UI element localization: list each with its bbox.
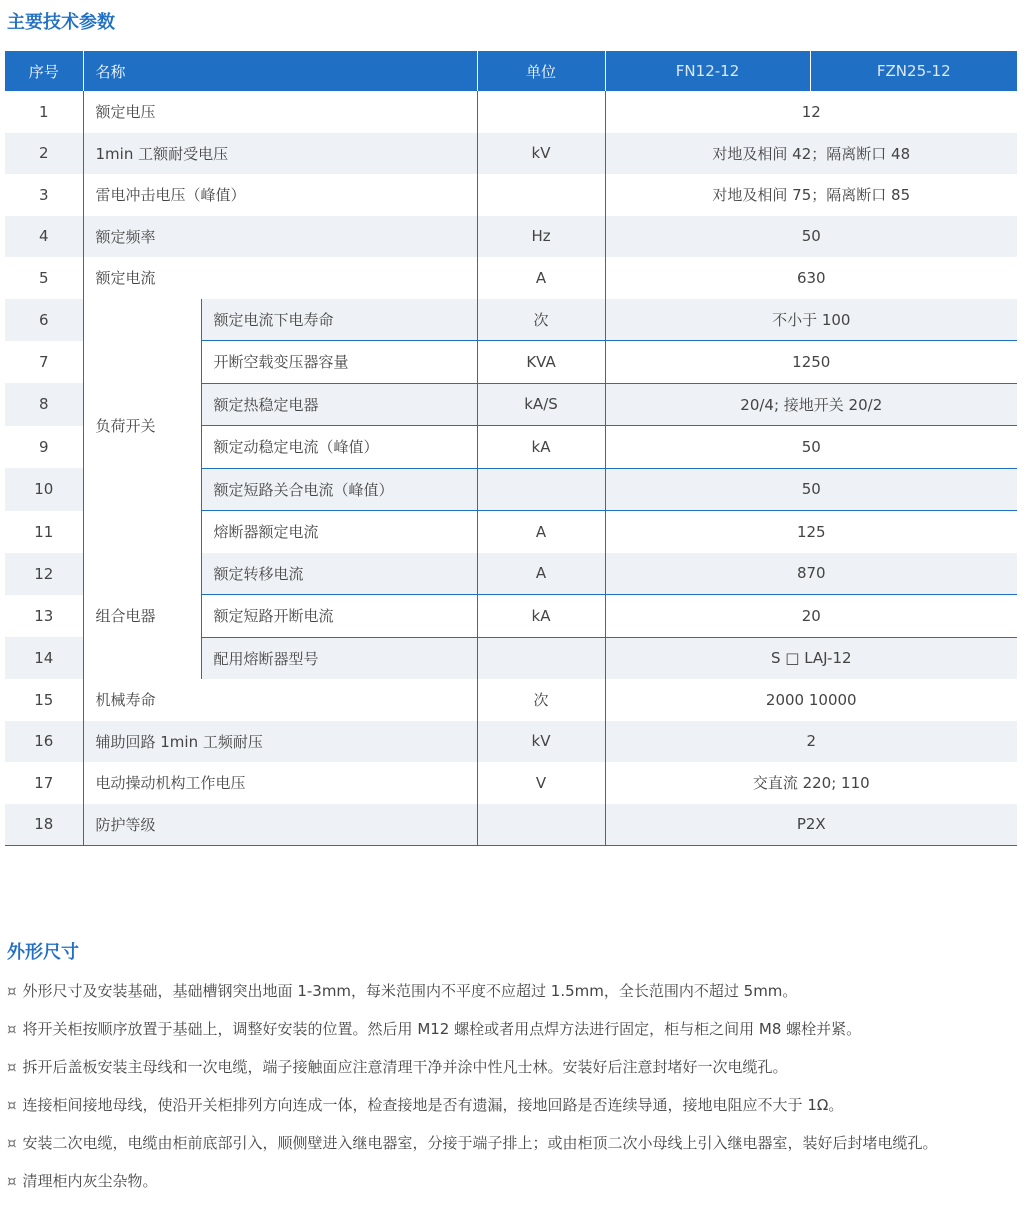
- row-unit: kA: [477, 426, 605, 469]
- row-unit: kA: [477, 595, 605, 638]
- header-index: 序号: [5, 51, 83, 91]
- row-value: 2000 10000: [765, 690, 857, 709]
- bullet-icon: ¤: [7, 1096, 17, 1114]
- row-index: 1: [5, 91, 83, 133]
- group-label-combo: 组合电器: [83, 553, 201, 680]
- row-index: 14: [5, 637, 83, 679]
- table-row: [5, 133, 1017, 175]
- row-index: 11: [5, 511, 83, 553]
- dims-section-title: 外形尺寸: [7, 942, 79, 963]
- row-unit: [477, 804, 605, 846]
- row-index: 9: [5, 426, 83, 469]
- row-value: 50: [605, 468, 1017, 511]
- row-unit: kV: [477, 721, 605, 763]
- table-row: [5, 257, 1017, 299]
- row-index: 13: [5, 595, 83, 638]
- row-index: 5: [5, 257, 83, 299]
- list-item: [7, 1130, 1027, 1168]
- list-item-text: 外形尺寸及安装基础，基础槽钢突出地面 1-3mm，每米范围内不平度不应超过 1.5mm，全长范围内不超过 5mm。: [22, 982, 798, 1000]
- row-index: 12: [5, 553, 83, 595]
- row-index: 7: [5, 341, 83, 384]
- row-name: 额定电流下电寿命: [201, 299, 477, 341]
- row-name: 辅助回路 1min 工频耐压: [83, 721, 477, 763]
- row-value: 125: [605, 511, 1017, 553]
- row-unit: [477, 91, 605, 133]
- row-value: 50: [605, 216, 1017, 258]
- list-item-text: 清理柜内灰尘杂物。: [22, 1172, 158, 1190]
- row-unit: Hz: [477, 216, 605, 258]
- bullet-icon: ¤: [7, 1020, 17, 1038]
- header-name: 名称: [83, 51, 477, 91]
- row-index: 4: [5, 216, 83, 258]
- row-unit: kA/S: [477, 383, 605, 426]
- row-unit: [477, 468, 605, 511]
- row-index: 2: [5, 133, 83, 175]
- row-unit: [477, 174, 605, 216]
- row-name: 熔断器额定电流: [201, 511, 477, 553]
- row-unit: 次: [477, 299, 605, 341]
- row-name: 额定动稳定电流（峰值）: [201, 426, 477, 469]
- row-unit: kV: [477, 133, 605, 175]
- list-item: [7, 978, 1027, 1016]
- list-item-text: 拆开后盖板安装主母线和一次电缆，端子接触面应注意清理干净并涂中性凡士林。安装好后注意封堵好一次电缆孔。: [22, 1058, 788, 1076]
- row-name: 额定频率: [83, 216, 477, 258]
- row-value: 2: [605, 721, 1017, 763]
- row-name: 机械寿命: [83, 679, 477, 721]
- row-value: 630: [796, 268, 826, 287]
- row-value: 20: [605, 595, 1017, 638]
- row-value: 对地及相间 42；隔离断口 48: [605, 133, 1017, 175]
- list-item-text: 安装二次电缆，电缆由柜前底部引入，顺侧壁进入继电器室，分接于端子排上；或由柜顶二次小母线上引入继电器室，装好后封堵电缆孔。: [22, 1134, 938, 1152]
- table-row: [5, 216, 1017, 258]
- row-unit: V: [477, 762, 605, 804]
- row-value: 1250: [605, 341, 1017, 384]
- table-row: [5, 762, 1017, 804]
- table-row: [5, 174, 1017, 216]
- row-name: 额定电流: [83, 257, 477, 299]
- list-item: [7, 1016, 1027, 1054]
- row-name: 雷电冲击电压（峰值）: [83, 174, 477, 216]
- row-name: 额定电压: [83, 91, 477, 133]
- bullet-icon: ¤: [7, 982, 17, 1000]
- params-section-title: 主要技术参数: [7, 12, 115, 33]
- header-model-b: FZN25-12: [810, 51, 1017, 91]
- row-name: 防护等级: [83, 804, 477, 846]
- row-name: 配用熔断器型号: [201, 637, 477, 679]
- row-value: 50: [605, 426, 1017, 469]
- row-value: 不小于 100: [605, 299, 1017, 341]
- row-name: 开断空载变压器容量: [201, 341, 477, 384]
- dims-list: [7, 978, 1027, 1206]
- row-value: 对地及相间 75；隔离断口 85: [712, 186, 911, 205]
- row-unit: A: [477, 511, 605, 553]
- row-value: 交直流 220; 110: [752, 774, 870, 793]
- row-unit: [477, 637, 605, 679]
- row-value: 870: [605, 553, 1017, 595]
- params-table: [5, 51, 1017, 846]
- row-index: 15: [5, 679, 83, 721]
- list-item: [7, 1092, 1027, 1130]
- header-unit: 单位: [477, 51, 605, 91]
- row-unit: A: [477, 553, 605, 595]
- bullet-icon: ¤: [7, 1058, 17, 1076]
- list-item-text: 连接柜间接地母线，使沿开关柜排列方向连成一体，检查接地是否有遗漏，接地回路是否连续导通，接地电阻应不大于 1Ω。: [22, 1096, 844, 1114]
- table-header-row: [5, 51, 1017, 91]
- table-row: [5, 721, 1017, 763]
- row-value: 20/4; 接地开关 20/2: [605, 383, 1017, 426]
- row-index: 18: [5, 804, 83, 846]
- row-name: 额定短路开断电流: [201, 595, 477, 638]
- list-item: [7, 1168, 1027, 1206]
- row-value: S □ LAJ-12: [605, 637, 1017, 679]
- row-index: 6: [5, 299, 83, 341]
- row-name: 额定转移电流: [201, 553, 477, 595]
- table-row: [5, 804, 1017, 846]
- row-index: 10: [5, 468, 83, 511]
- list-item: [7, 1054, 1027, 1092]
- row-index: 8: [5, 383, 83, 426]
- row-name: 电动操动机构工作电压: [83, 762, 477, 804]
- row-name: 额定热稳定电器: [201, 383, 477, 426]
- list-item-text: 将开关柜按顺序放置于基础上，调整好安装的位置。然后用 M12 螺栓或者用点焊方法进行固定，柜与柜之间用 M8 螺栓并紧。: [22, 1020, 862, 1038]
- row-unit: 次: [477, 679, 605, 721]
- table-row: [5, 91, 1017, 133]
- row-value: P2X: [605, 804, 1017, 846]
- row-index: 3: [5, 174, 83, 216]
- row-unit: KVA: [477, 341, 605, 384]
- row-name: 1min 工额耐受电压: [83, 133, 477, 175]
- row-value: 12: [801, 102, 821, 121]
- table-row: [5, 299, 1017, 341]
- bullet-icon: ¤: [7, 1172, 17, 1190]
- row-name: 额定短路关合电流（峰值）: [201, 468, 477, 511]
- group-label-load-switch: 负荷开关: [83, 299, 201, 553]
- header-model-a: FN12-12: [605, 51, 810, 91]
- row-index: 17: [5, 762, 83, 804]
- table-row: [5, 679, 1017, 721]
- row-unit: A: [477, 257, 605, 299]
- row-index: 16: [5, 721, 83, 763]
- bullet-icon: ¤: [7, 1134, 17, 1152]
- table-row: [5, 553, 1017, 595]
